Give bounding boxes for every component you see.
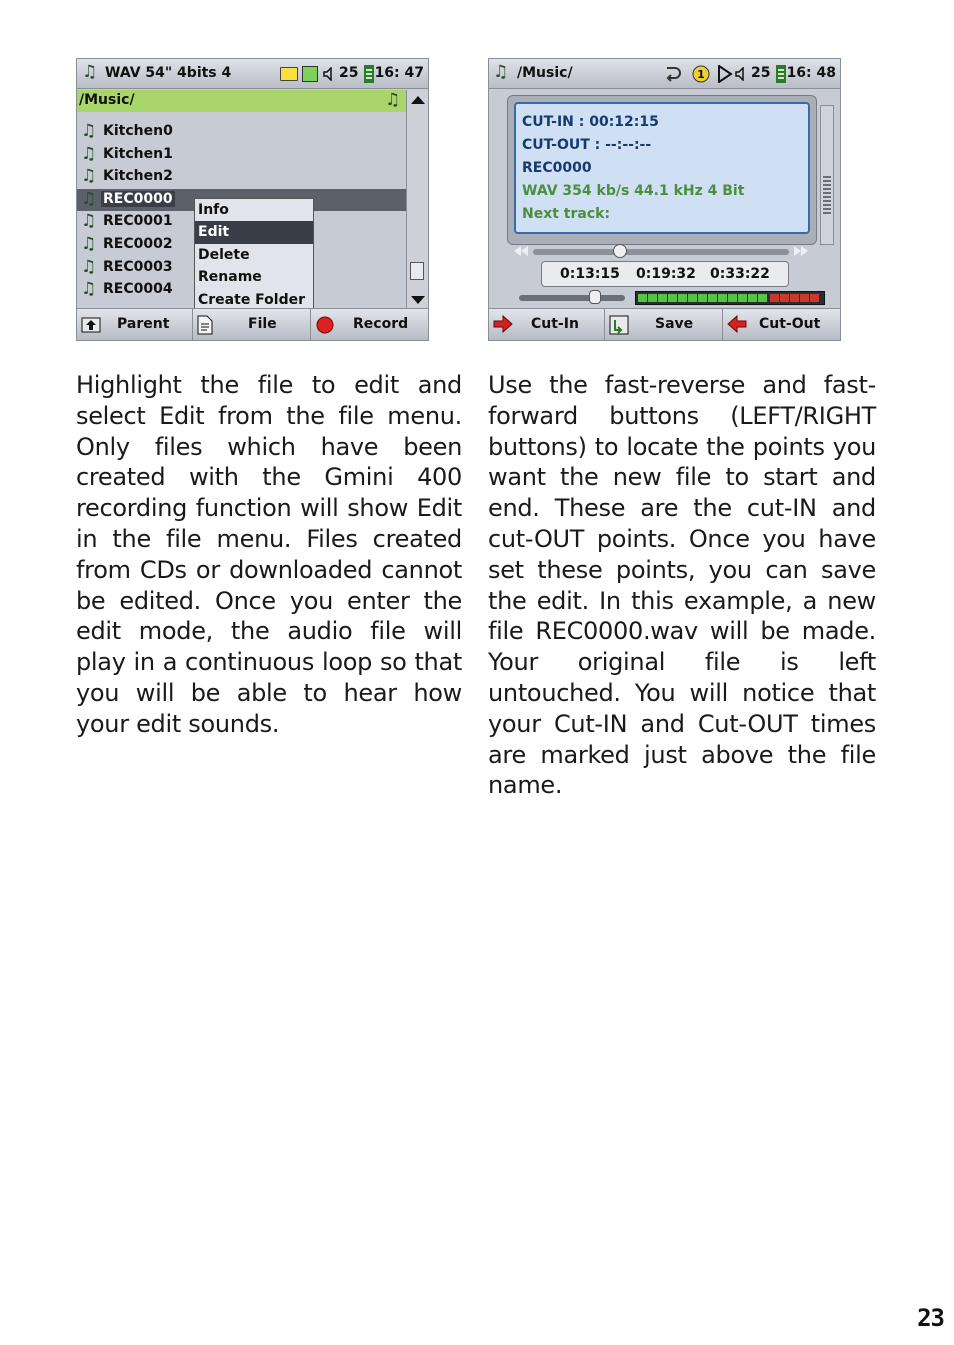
music-note-icon: ♫ xyxy=(81,211,97,232)
current-path: /Music/ xyxy=(79,92,135,108)
folder-icon xyxy=(280,67,298,81)
loop-icon xyxy=(663,64,683,84)
save-button-label: Save xyxy=(655,316,694,332)
volume-level: 25 xyxy=(339,65,359,81)
status-title: WAV 54" 4bits 4 xyxy=(105,65,232,81)
record-icon xyxy=(315,315,335,335)
total-time: 0:33:22 xyxy=(710,266,770,282)
file-name: REC0003 xyxy=(103,258,173,275)
scroll-down-icon[interactable] xyxy=(411,296,425,304)
next-track-label: Next track: xyxy=(522,206,611,222)
level-meter-green xyxy=(638,294,768,302)
parent-button[interactable] xyxy=(77,309,193,340)
level-meter xyxy=(635,291,825,305)
battery-icon xyxy=(364,65,374,83)
body-text-right: Use the fast-reverse and fast-forward buttons (LEFT/RIGHT buttons) to locate the points you want the new file to start and end. These are the cut-IN and cut-OUT points. Once you have set these points, you can save the edit. In this example, a new file REC0000.wav will be made. Your original file is left untouched. You will notice that your Cut-IN and Cut-OUT times are marked just above the file name. xyxy=(488,371,876,800)
music-note-icon: ♫ xyxy=(385,90,401,110)
file-name: Kitchen0 xyxy=(103,123,173,139)
music-note-icon: ♫ xyxy=(81,279,97,300)
music-note-icon: ♫ xyxy=(81,233,97,254)
clock: 16: 47 xyxy=(374,65,424,81)
rewind-icon xyxy=(513,245,529,257)
file-button-label: File xyxy=(248,316,277,332)
menu-item-info[interactable]: Info xyxy=(198,202,229,218)
menu-item-edit[interactable]: Edit xyxy=(195,221,313,243)
cut-out-button-label: Cut-Out xyxy=(759,316,821,332)
bottom-button-bar xyxy=(77,308,428,340)
file-name: Kitchen2 xyxy=(103,168,173,185)
file-name: REC0004 xyxy=(103,281,173,298)
body-text-left: Highlight the file to edit and select Edit from the file menu. Only files which have been created with the Gmini 400 recording function will show Edit in the file menu. Files created from CDs or downloaded cannot be edited. Once you enter the edit mode, the audio file will play in a continuous loop so that you will be able to hear how your edit sounds. xyxy=(76,371,462,738)
arrow-right-icon xyxy=(493,315,513,333)
save-icon xyxy=(609,315,629,335)
parent-button-label: Parent xyxy=(117,316,170,332)
status-title: /Music/ xyxy=(517,65,573,81)
page-number: 23 xyxy=(917,1304,944,1332)
music-note-icon: ♫ xyxy=(82,62,98,82)
volume-level: 25 xyxy=(751,65,771,81)
music-note-icon: ♫ xyxy=(81,143,97,164)
menu-item-rename[interactable]: Rename xyxy=(198,269,262,286)
cut-out-time: CUT-OUT : --:--:-- xyxy=(522,137,652,153)
audio-editor-screenshot xyxy=(488,58,841,341)
cut-in-time: CUT-IN : 00:12:15 xyxy=(522,114,659,130)
play-icon xyxy=(717,65,733,83)
record-button-label: Record xyxy=(353,316,409,332)
speaker-icon xyxy=(323,67,337,81)
save-button[interactable] xyxy=(605,309,723,340)
arrow-left-icon xyxy=(727,315,747,333)
music-note-icon: ♫ xyxy=(81,188,97,209)
fast-forward-icon xyxy=(793,245,809,257)
menu-item-delete[interactable]: Delete xyxy=(198,246,250,263)
file-name: REC0000 xyxy=(103,190,173,207)
scroll-thumb[interactable] xyxy=(410,262,424,280)
path-bar xyxy=(77,90,407,112)
seek-knob[interactable] xyxy=(613,244,627,258)
record-button[interactable] xyxy=(311,309,429,340)
battery-icon xyxy=(776,65,786,83)
file-format: WAV 354 kb/s 44.1 kHz 4 Bit xyxy=(522,183,745,199)
file-button[interactable] xyxy=(193,309,311,340)
volume-slider[interactable] xyxy=(519,295,625,301)
file-name: REC0002 xyxy=(103,235,173,252)
scroll-grip[interactable] xyxy=(823,176,831,216)
svg-text:1: 1 xyxy=(697,68,705,81)
music-note-icon: ♫ xyxy=(81,256,97,277)
elapsed-time: 0:19:32 xyxy=(636,266,696,282)
scrollbar[interactable] xyxy=(406,90,428,310)
cut-out-button[interactable] xyxy=(723,309,841,340)
scrollbar[interactable] xyxy=(820,105,834,245)
speaker-icon xyxy=(735,67,749,81)
file-context-menu xyxy=(194,198,314,310)
status-bar xyxy=(77,59,428,89)
cut-in-button-label: Cut-In xyxy=(531,316,579,332)
file-browser-screenshot xyxy=(76,58,429,341)
card-icon xyxy=(302,66,318,82)
cut-in-button[interactable] xyxy=(489,309,605,340)
scroll-up-icon[interactable] xyxy=(411,96,425,104)
current-time: 0:13:15 xyxy=(560,266,620,282)
edit-info-panel xyxy=(514,102,810,234)
bottom-button-bar xyxy=(489,308,840,340)
file-row[interactable] xyxy=(77,144,407,167)
parent-folder-icon xyxy=(81,315,101,333)
music-note-icon: ♫ xyxy=(81,121,97,141)
editor-frame xyxy=(507,95,817,245)
repeat-one-icon xyxy=(691,64,711,84)
status-bar xyxy=(489,59,840,89)
level-meter-red xyxy=(770,294,820,302)
document-icon xyxy=(197,315,213,335)
volume-knob[interactable] xyxy=(589,290,601,304)
seek-bar[interactable] xyxy=(533,249,789,255)
file-name: REC0000 xyxy=(522,160,592,176)
file-name: Kitchen1 xyxy=(103,145,173,162)
file-name: REC0001 xyxy=(103,213,173,230)
menu-item-create-folder[interactable]: Create Folder xyxy=(198,291,306,308)
time-display xyxy=(541,261,789,287)
clock: 16: 48 xyxy=(786,65,836,81)
music-note-icon: ♫ xyxy=(81,166,97,187)
music-note-icon: ♫ xyxy=(493,62,509,82)
file-row[interactable] xyxy=(77,121,407,144)
file-row[interactable] xyxy=(77,166,407,189)
